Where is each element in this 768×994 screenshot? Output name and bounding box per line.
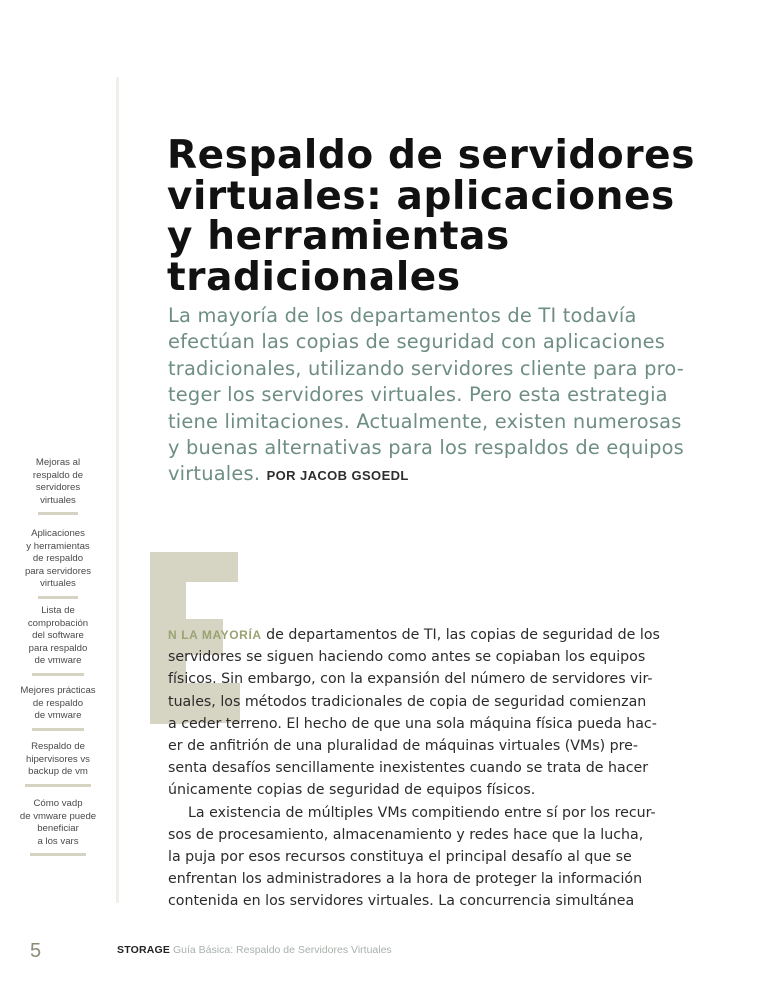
body-line: La existencia de múltiples VMs compitiendo entre sí por los recur- (188, 804, 656, 821)
sidebar-item-mejoras-respaldo[interactable] (0, 457, 116, 515)
title-line: tradicionales (167, 254, 461, 300)
label-line: para respaldo (28, 642, 88, 654)
body-line (168, 624, 728, 646)
page-number: 5 (30, 940, 42, 962)
article-title (167, 133, 727, 300)
label-line: del software (32, 630, 84, 642)
title-line: Respaldo de servidores (167, 133, 696, 178)
body-line: contenida en los servidores virtuales. La concurrencia simultánea (168, 893, 635, 910)
vertical-divider (116, 77, 119, 903)
article-body (168, 624, 728, 913)
label-line: virtuales (40, 578, 76, 590)
sidebar-item-label (0, 528, 116, 591)
label-line: Mejores prácticas (20, 685, 96, 696)
nav-underline (32, 728, 84, 731)
publication-name: STORAGE (117, 944, 171, 956)
deck-line: La mayoría de los departamentos de TI todavía (168, 304, 637, 327)
label-line: de vmware puede (19, 810, 97, 822)
title-line: virtuales: aplicaciones (167, 173, 675, 219)
deck-line: y buenas alternativas para los respaldos de equipos (168, 436, 684, 460)
label-line: servidores (35, 482, 81, 494)
paragraph-2 (168, 802, 728, 913)
label-line: Respaldo de (31, 741, 85, 752)
deck-line: efectúan las copias de seguridad con aplicaciones (168, 330, 666, 354)
sidebar-item-mejores-practicas[interactable] (0, 685, 116, 731)
body-line: sos de procesamiento, almacenamiento y redes hace que la lucha, (168, 826, 644, 843)
guide-title: Guía Básica: Respaldo de Servidores Virtuales (173, 944, 392, 956)
sidebar-item-label (0, 741, 116, 779)
sidebar-item-aplicaciones-herramientas[interactable] (0, 528, 116, 599)
label-line: comprobación (27, 617, 89, 629)
sidebar-item-label (0, 605, 116, 668)
label-line: respaldo de (32, 469, 84, 481)
label-line: y herramientas (26, 540, 90, 552)
nav-underline (25, 784, 91, 787)
deck-line: tiene limitaciones. Actualmente, existen numerosas (168, 409, 682, 433)
nav-underline (38, 512, 78, 515)
label-line: a los vars (37, 835, 79, 847)
body-line: er de anfitrión de una pluralidad de máquinas virtuales (VMs) pre- (168, 738, 639, 755)
label-line: backup de vm (28, 766, 88, 778)
label-line: Lista de (41, 605, 75, 616)
body-line: tuales, los métodos tradicionales de copia de seguridad comienzan (168, 693, 647, 710)
label-line: virtuales (40, 494, 76, 506)
label-line: de respaldo (32, 697, 84, 709)
sidebar-item-label (0, 798, 116, 848)
body-line: únicamente copias de seguridad de equipos físicos. (168, 782, 536, 799)
sidebar-item-label (0, 457, 116, 507)
nav-underline (32, 673, 84, 676)
label-line: de vmware (34, 710, 82, 722)
body-line: senta desafíos sencillamente inexistentes cuando se trata de hacer (168, 760, 649, 777)
paragraph-1 (168, 624, 728, 802)
author-byline: POR JACOB GSOEDL (266, 468, 409, 484)
label-line: Mejoras al (35, 457, 81, 468)
article-deck (168, 303, 728, 490)
sidebar-item-label (0, 685, 116, 723)
sidebar-item-como-vadp[interactable] (0, 798, 116, 856)
body-text: de departamentos de TI, las copias de seguridad de los (261, 627, 660, 643)
lead-in: N LA MAYORÍA (168, 628, 262, 642)
deck-line: teger los servidores virtuales. Pero esta estrategia (168, 383, 668, 407)
label-line: para servidores (24, 565, 92, 577)
label-line: hipervisores vs (26, 753, 90, 765)
nav-underline (30, 853, 86, 856)
body-line: enfrentan los administradores a la hora de proteger la información (168, 871, 643, 888)
deck-line: virtuales. (168, 462, 261, 486)
body-line: a ceder terreno. El hecho de que una sola máquina física pueda hac- (168, 715, 657, 732)
body-line: la puja por esos recursos constituya el principal desafío al que se (168, 849, 632, 866)
sidebar-item-respaldo-hipervisores[interactable] (0, 741, 116, 787)
body-line: físicos. Sin embargo, con la expansión del número de servidores vir- (168, 671, 653, 688)
label-line: Cómo vadp (33, 798, 83, 809)
label-line: de vmware (34, 655, 82, 667)
body-line: servidores se siguen haciendo como antes se copiaban los equipos (168, 649, 646, 666)
title-line: y herramientas (167, 214, 510, 259)
label-line: beneficiar (37, 823, 79, 835)
sidebar-item-lista-comprobacion[interactable] (0, 605, 116, 676)
label-line: Aplicaciones (31, 528, 85, 539)
label-line: de respaldo (32, 553, 84, 565)
nav-underline (38, 596, 78, 599)
deck-line: tradicionales, utilizando servidores cliente para pro- (168, 356, 684, 380)
